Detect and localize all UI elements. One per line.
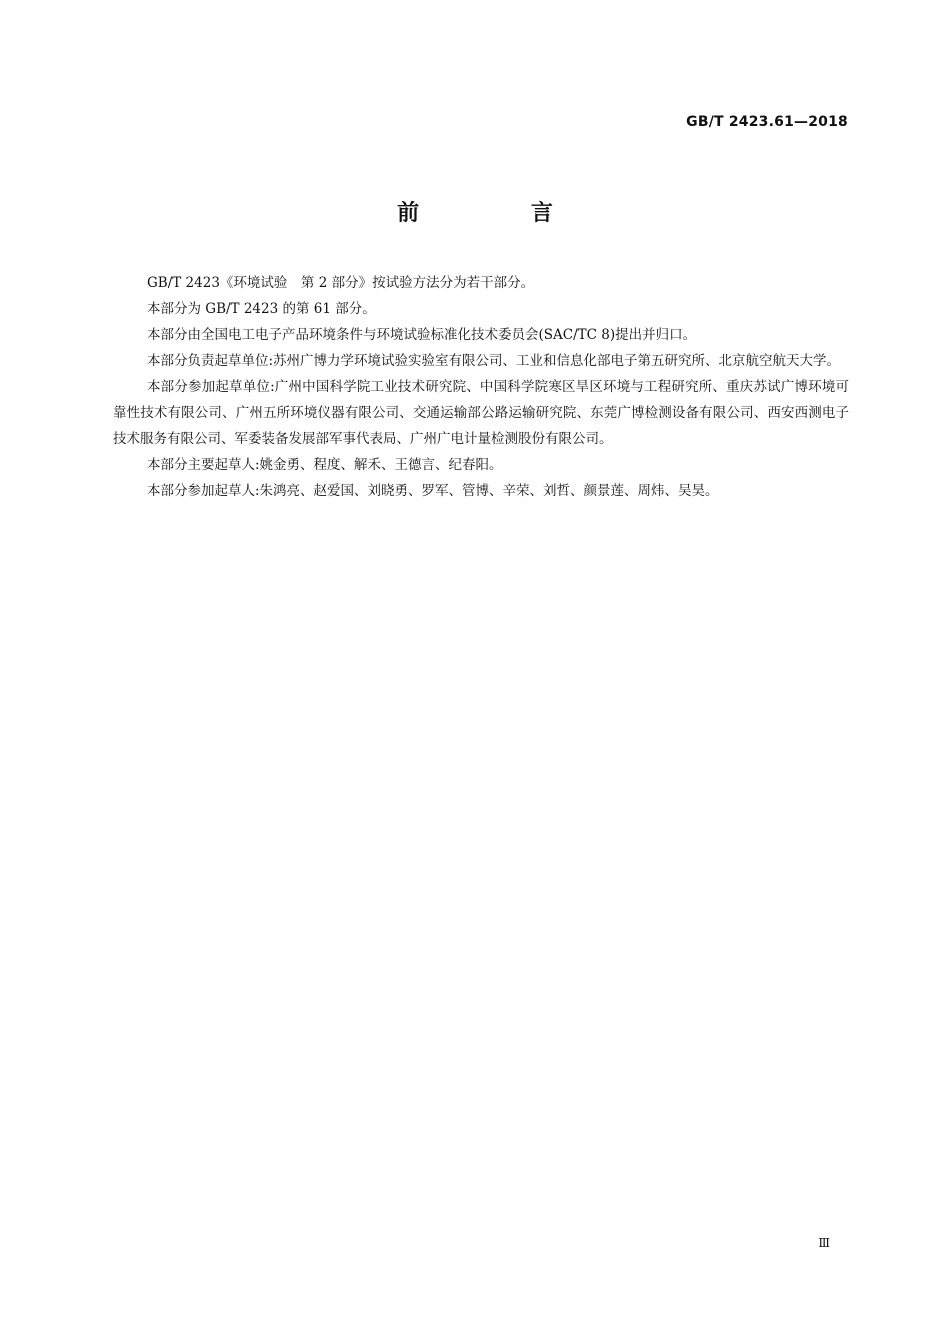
paragraph-proposer: 本部分由全国电工电子产品环境条件与环境试验标准化技术委员会(SAC/TC 8)提出并归口。 — [147, 327, 697, 343]
paragraph-series-description: GB/T 2423《环境试验 第 2 部分》按试验方法分为若干部分。 — [147, 275, 535, 291]
standard-number: GB/T 2423.61—2018 — [686, 114, 848, 130]
paragraph-lead-drafting-units: 本部分负责起草单位:苏州广博力学环境试验实验室有限公司、工业和信息化部电子第五研究所、北京航空航天大学。 — [147, 353, 841, 369]
paragraph-participating-units: 本部分参加起草单位:广州中国科学院工业技术研究院、中国科学院寒区旱区环境与工程研究所、重庆苏试广博环境可靠性技术有限公司、广州五所环境仪器有限公司、交通运输部公路运输研究院、东莞广博检测设备有限公司、西安西测电子技术服务有限公司、军委装备发展部军事代表局、广州广电计量检测股份有限公司。 — [113, 379, 849, 447]
foreword-body — [113, 270, 849, 504]
page-title: 前 言 — [397, 201, 605, 226]
page-number: Ⅲ — [818, 1236, 830, 1250]
paragraph-part-number: 本部分为 GB/T 2423 的第 61 部分。 — [147, 301, 376, 317]
paragraph-participating-drafters: 本部分参加起草人:朱鸿亮、赵爱国、刘晓勇、罗军、管博、辛荣、刘哲、颜景莲、周炜、吴昊。 — [147, 483, 719, 499]
paragraph-main-drafters: 本部分主要起草人:姚金勇、程度、解禾、王德言、纪春阳。 — [147, 457, 503, 473]
